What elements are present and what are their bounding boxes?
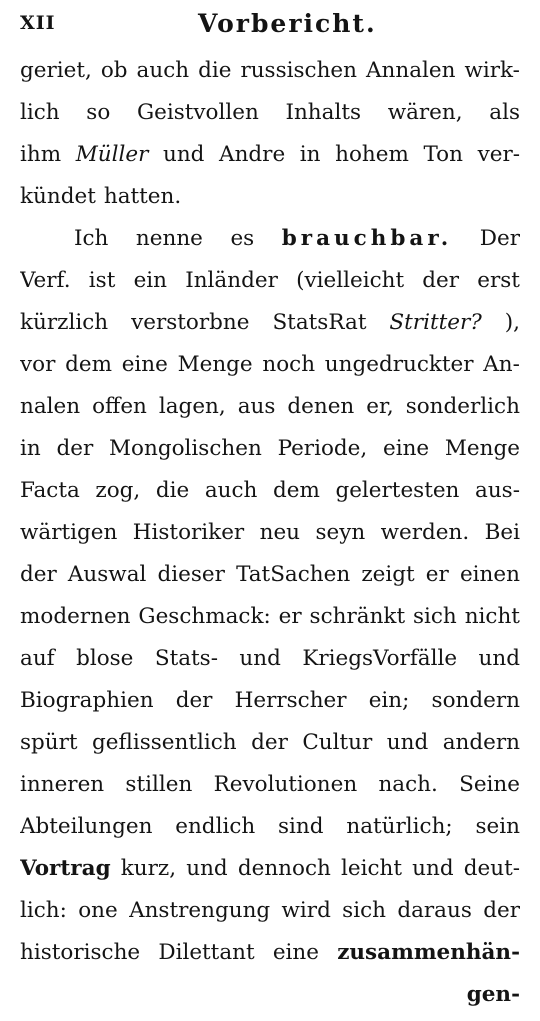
word: Anstrengung bbox=[129, 898, 271, 923]
word: hohem bbox=[335, 142, 409, 167]
word: auf bbox=[20, 646, 55, 671]
word: und bbox=[239, 646, 281, 671]
word: natürlich; bbox=[346, 814, 453, 839]
word: nach. bbox=[378, 772, 438, 797]
word: Ich bbox=[74, 226, 109, 251]
word: Cultur bbox=[302, 730, 373, 755]
word: endlich bbox=[175, 814, 256, 839]
word: die bbox=[198, 58, 232, 83]
word: er bbox=[278, 604, 302, 629]
word: die bbox=[155, 478, 190, 503]
word: und bbox=[386, 730, 429, 755]
word: zusammenhän- bbox=[337, 940, 520, 965]
word: der bbox=[20, 562, 57, 587]
word: es bbox=[230, 226, 255, 251]
word: Revolutionen bbox=[213, 772, 358, 797]
text-line bbox=[20, 932, 520, 974]
running-head: Vorbericht. bbox=[198, 9, 377, 38]
word: KriegsVorfälle bbox=[302, 646, 458, 671]
word: zog, bbox=[95, 478, 141, 503]
word: inneren bbox=[20, 772, 105, 797]
word: geflissentlich bbox=[92, 730, 237, 755]
text-line bbox=[20, 680, 520, 722]
word: gen- bbox=[466, 982, 520, 1007]
word: ein; bbox=[368, 688, 410, 713]
word: Auswal bbox=[67, 562, 147, 587]
word: eine bbox=[382, 436, 430, 461]
word: sich bbox=[342, 898, 386, 923]
word: als bbox=[489, 100, 520, 125]
word: in bbox=[20, 436, 41, 461]
text-line bbox=[20, 218, 520, 260]
word: Herrscher bbox=[234, 688, 347, 713]
word: ihm bbox=[20, 142, 62, 167]
word: nicht bbox=[464, 604, 520, 629]
word: modernen bbox=[20, 604, 131, 629]
word: auch bbox=[204, 478, 258, 503]
text-line bbox=[20, 974, 520, 1016]
body-text bbox=[20, 50, 520, 1016]
word: geriet, bbox=[20, 58, 92, 83]
word: nenne bbox=[135, 226, 203, 251]
text-line bbox=[20, 806, 520, 848]
word: ein bbox=[133, 268, 168, 293]
word: Inländer bbox=[185, 268, 278, 293]
word: er, bbox=[366, 394, 394, 419]
text-line bbox=[20, 134, 520, 176]
word: An- bbox=[483, 352, 520, 377]
word: offen bbox=[92, 394, 147, 419]
word: eine bbox=[272, 940, 319, 965]
word: Facta bbox=[20, 478, 80, 503]
word: vor bbox=[20, 352, 56, 377]
word: (vielleicht bbox=[296, 268, 405, 293]
word: aus- bbox=[475, 478, 520, 503]
word: der bbox=[56, 436, 94, 461]
word: und bbox=[412, 856, 454, 881]
word: schränkt bbox=[309, 604, 406, 629]
word: aus bbox=[237, 394, 276, 419]
text-line bbox=[20, 470, 520, 512]
word: lich: bbox=[20, 898, 67, 923]
word: und bbox=[162, 142, 205, 167]
word: blose bbox=[76, 646, 134, 671]
word: wärtigen bbox=[20, 520, 118, 545]
word: erst bbox=[477, 268, 520, 293]
word: in bbox=[299, 142, 321, 167]
word: Menge bbox=[177, 352, 253, 377]
word: denen bbox=[287, 394, 355, 419]
word: Historiker bbox=[132, 520, 245, 545]
word: andern bbox=[442, 730, 520, 755]
word: TatSachen bbox=[236, 562, 351, 587]
text-line bbox=[20, 512, 520, 554]
word: brauchbar. bbox=[281, 226, 453, 251]
text-line bbox=[20, 722, 520, 764]
word: Ton bbox=[423, 142, 463, 167]
word: dieser bbox=[157, 562, 225, 587]
word: noch bbox=[262, 352, 316, 377]
word: und bbox=[478, 646, 520, 671]
text-line bbox=[20, 92, 520, 134]
text-line bbox=[20, 554, 520, 596]
word: der bbox=[483, 898, 520, 923]
word: wären, bbox=[387, 100, 463, 125]
word: Andre bbox=[219, 142, 286, 167]
word: Der bbox=[479, 226, 520, 251]
word: historische bbox=[20, 940, 141, 965]
word: der bbox=[422, 268, 460, 293]
word: wird bbox=[281, 898, 331, 923]
word: gelertesten bbox=[335, 478, 460, 503]
word: StatsRat bbox=[272, 310, 367, 335]
word: und bbox=[186, 856, 228, 881]
word: er bbox=[425, 562, 449, 587]
word: ungedruckter bbox=[324, 352, 474, 377]
word: Mongolischen bbox=[109, 436, 262, 461]
word: sein bbox=[475, 814, 520, 839]
word: Abteilungen bbox=[20, 814, 153, 839]
word: kündet bbox=[20, 184, 96, 209]
word: sondern bbox=[431, 688, 520, 713]
word: sind bbox=[278, 814, 324, 839]
page-number: XII bbox=[20, 12, 56, 34]
word: neu bbox=[259, 520, 301, 545]
word: kurz, bbox=[120, 856, 177, 881]
word: der bbox=[251, 730, 288, 755]
word: Geistvollen bbox=[136, 100, 259, 125]
word: eine bbox=[121, 352, 168, 377]
word: russischen bbox=[240, 58, 357, 83]
word: Verf. bbox=[20, 268, 71, 293]
word: auch bbox=[136, 58, 190, 83]
text-line bbox=[20, 386, 520, 428]
word: Dilettant bbox=[158, 940, 255, 965]
text-line bbox=[20, 848, 520, 890]
text-line bbox=[20, 764, 520, 806]
word: dem bbox=[65, 352, 112, 377]
word: Stritter? bbox=[389, 310, 482, 335]
word: Menge bbox=[444, 436, 520, 461]
word: lagen, bbox=[158, 394, 226, 419]
word: Stats- bbox=[154, 646, 218, 671]
text-line bbox=[20, 260, 520, 302]
word: dem bbox=[272, 478, 320, 503]
word: daraus bbox=[397, 898, 472, 923]
word: kürzlich bbox=[20, 310, 109, 335]
word: verstorbne bbox=[131, 310, 250, 335]
word: dennoch bbox=[237, 856, 331, 881]
word: stillen bbox=[125, 772, 193, 797]
text-line bbox=[20, 50, 520, 92]
word: wirk- bbox=[464, 58, 520, 83]
text-line bbox=[20, 596, 520, 638]
word: Periode, bbox=[277, 436, 368, 461]
word: ob bbox=[100, 58, 128, 83]
word: one bbox=[78, 898, 118, 923]
word: spürt bbox=[20, 730, 78, 755]
text-line bbox=[20, 638, 520, 680]
word: ), bbox=[504, 310, 520, 335]
word: Bei bbox=[484, 520, 520, 545]
text-line bbox=[20, 302, 520, 344]
word: ver- bbox=[477, 142, 520, 167]
word: Annalen bbox=[365, 58, 456, 83]
word: einen bbox=[459, 562, 520, 587]
word: sonderlich bbox=[405, 394, 520, 419]
text-line bbox=[20, 344, 520, 386]
word: hatten. bbox=[103, 184, 182, 209]
word: nalen bbox=[20, 394, 81, 419]
word: leicht bbox=[340, 856, 402, 881]
word: der bbox=[175, 688, 213, 713]
page-header bbox=[20, 4, 520, 44]
text-line bbox=[20, 428, 520, 470]
word: Vortrag bbox=[20, 856, 111, 881]
word: ist bbox=[88, 268, 116, 293]
word: so bbox=[86, 100, 111, 125]
word: Geschmack: bbox=[138, 604, 271, 629]
word: werden. bbox=[380, 520, 470, 545]
word: Biographien bbox=[20, 688, 154, 713]
word: deut- bbox=[463, 856, 520, 881]
word: Seine bbox=[459, 772, 520, 797]
word: sich bbox=[412, 604, 457, 629]
word: Müller bbox=[75, 142, 149, 167]
word: seyn bbox=[315, 520, 366, 545]
text-line bbox=[20, 890, 520, 932]
word: Inhalts bbox=[285, 100, 362, 125]
word: lich bbox=[20, 100, 60, 125]
text-line bbox=[20, 176, 520, 218]
word: zeigt bbox=[361, 562, 415, 587]
